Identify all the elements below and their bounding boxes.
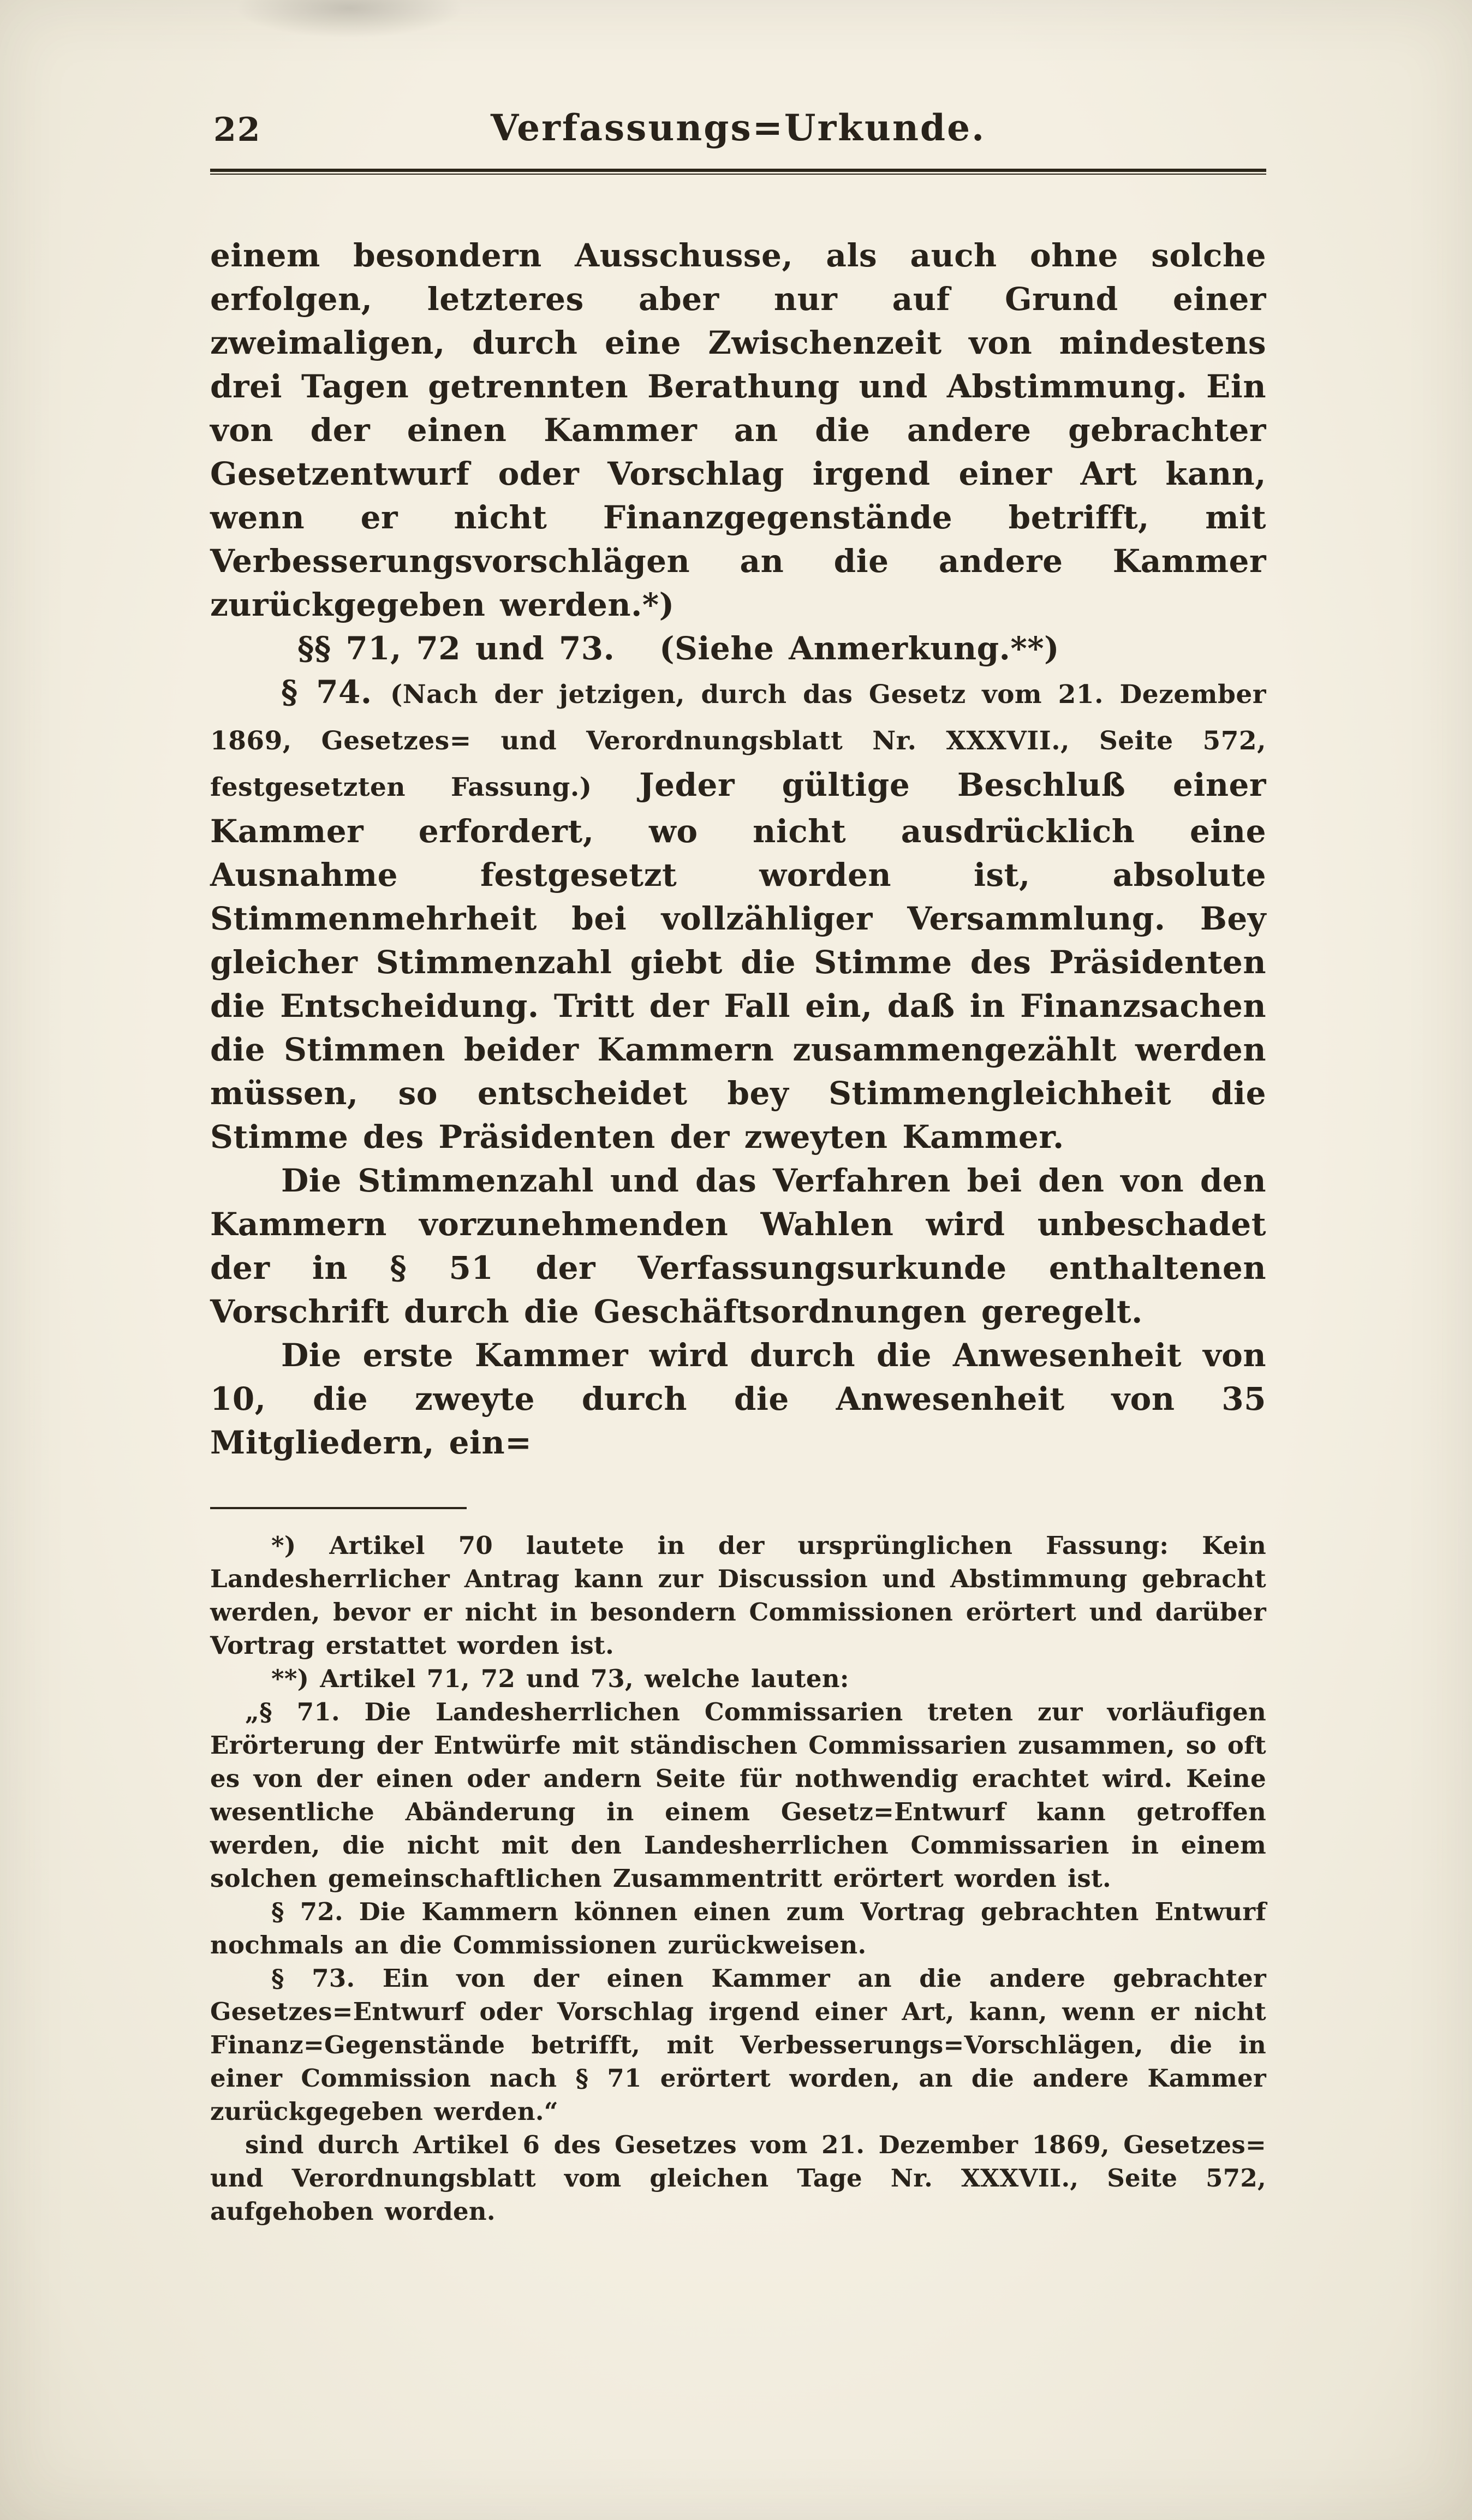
page-number: 22 xyxy=(213,111,261,149)
section-reference-line xyxy=(210,627,1266,670)
footnote-article-72: § 72. Die Kammern können einen zum Vortrag gebrachten Entwurf nochmals an die Commissionen zurückweisen. xyxy=(210,1897,1266,1959)
header-divider xyxy=(210,169,1266,175)
section-numbers: §§ 71, 72 und 73. xyxy=(297,630,615,667)
footnote-closing: sind durch Artikel 6 des Gesetzes vom 21. Dezember 1869, Gesetzes= und Verordnungsblatt vom gleichen Tage Nr. XXXVII., Seite 572, aufgehoben worden. xyxy=(210,2130,1266,2226)
footnote-article-73: § 73. Ein von der einen Kammer an die andere gebrachter Gesetzes=Entwurf oder Vorschlag irgend einer Art, kann, wenn er nicht Finanz=Gegenstände betrifft, mit Verbesserungs=Vorschlägen, die in einer Commission nach § 71 erörtert worden, an die andere Kammer zurückgegeben werden.“ xyxy=(210,1964,1266,2126)
footnotes-section xyxy=(210,1529,1266,2228)
page-header xyxy=(210,106,1266,157)
section-74-text: Jeder gültige Beschluß einer Kammer erfordert, wo nicht ausdrücklich eine Ausnahme festgesetzt worden ist, absolute Stimmenmehrheit bei vollzähliger Versammlung. Bey gleicher Stimmenzahl giebt die Stimme des Präsidenten die Entscheidung. Tritt der Fall ein, daß in Finanzsachen die Stimmen beider Kammern zusammengezählt werden müssen, so entscheidet bey Stimmengleichheit die Stimme des Präsidenten der zweyten Kammer. xyxy=(210,766,1266,1155)
page-title: Verfassungs=Urkunde. xyxy=(490,106,986,149)
main-text xyxy=(210,234,1266,1464)
paragraph-voting-procedure: Die Stimmenzahl und das Verfahren bei den von den Kammern vorzunehmenden Wahlen wird unbeschadet der in § 51 der Verfassungsurkunde enthaltenen Vorschrift durch die Geschäftsordnungen geregelt. xyxy=(210,1162,1266,1330)
paragraph-continuation: einem besondern Ausschusse, als auch ohne solche erfolgen, letzteres aber nur auf Grund einer zweimaligen, durch eine Zwischenzeit von mindestens drei Tagen getrennten Berathung und Abstimmung. Ein von der einen Kammer an die andere gebrachter Gesetzentwurf oder Vorschlag irgend einer Art kann, wenn er nicht Finanzgegenstände betrifft, mit Verbesserungsvorschlägen an die andere Kammer zurückgegeben werden.*) xyxy=(210,237,1266,623)
footnote-article-71: „§ 71. Die Landesherrlichen Commissarien treten zur vorläufigen Erörterung der Entwürfe mit ständischen Commissarien zusammen, so oft es von der einen oder andern Seite für nothwendig erachtet wird. Keine wesentliche Abänderung in einem Gesetz=Entwurf kann getroffen werden, die nicht mit den Landesherrlichen Commissarien in einem solchen gemeinschaftlichen Zusammentritt erörtert worden ist. xyxy=(210,1697,1266,1893)
section-annotation-note: (Siehe Anmerkung.**) xyxy=(659,630,1059,667)
section-74-amendment-note: (Nach der jetzigen, durch das Gesetz vom 21. Dezember 1869, Gesetzes= und Verordnungsblatt Nr. XXXVII., Seite 572, festgesetzten Fassung.) xyxy=(210,680,1266,802)
paragraph-quorum: Die erste Kammer wird durch die Anwesenheit von 10, die zweyte durch die Anwesenheit von 35 Mitgliedern, ein= xyxy=(210,1337,1266,1461)
section-74-label: § 74. xyxy=(281,674,372,711)
paragraph-section-74 xyxy=(210,670,1266,1159)
footnote-divider xyxy=(210,1507,467,1509)
footnote-double-star-intro: **) Artikel 71, 72 und 73, welche lauten: xyxy=(271,1664,849,1693)
footnote-star: *) Artikel 70 lautete in der ursprünglichen Fassung: Kein Landesherrlicher Antrag kann zur Discussion und Abstimmung gebracht werden, bevor er nicht in besondern Commissionen erörtert und darüber Vortrag erstattet worden ist. xyxy=(210,1531,1266,1660)
